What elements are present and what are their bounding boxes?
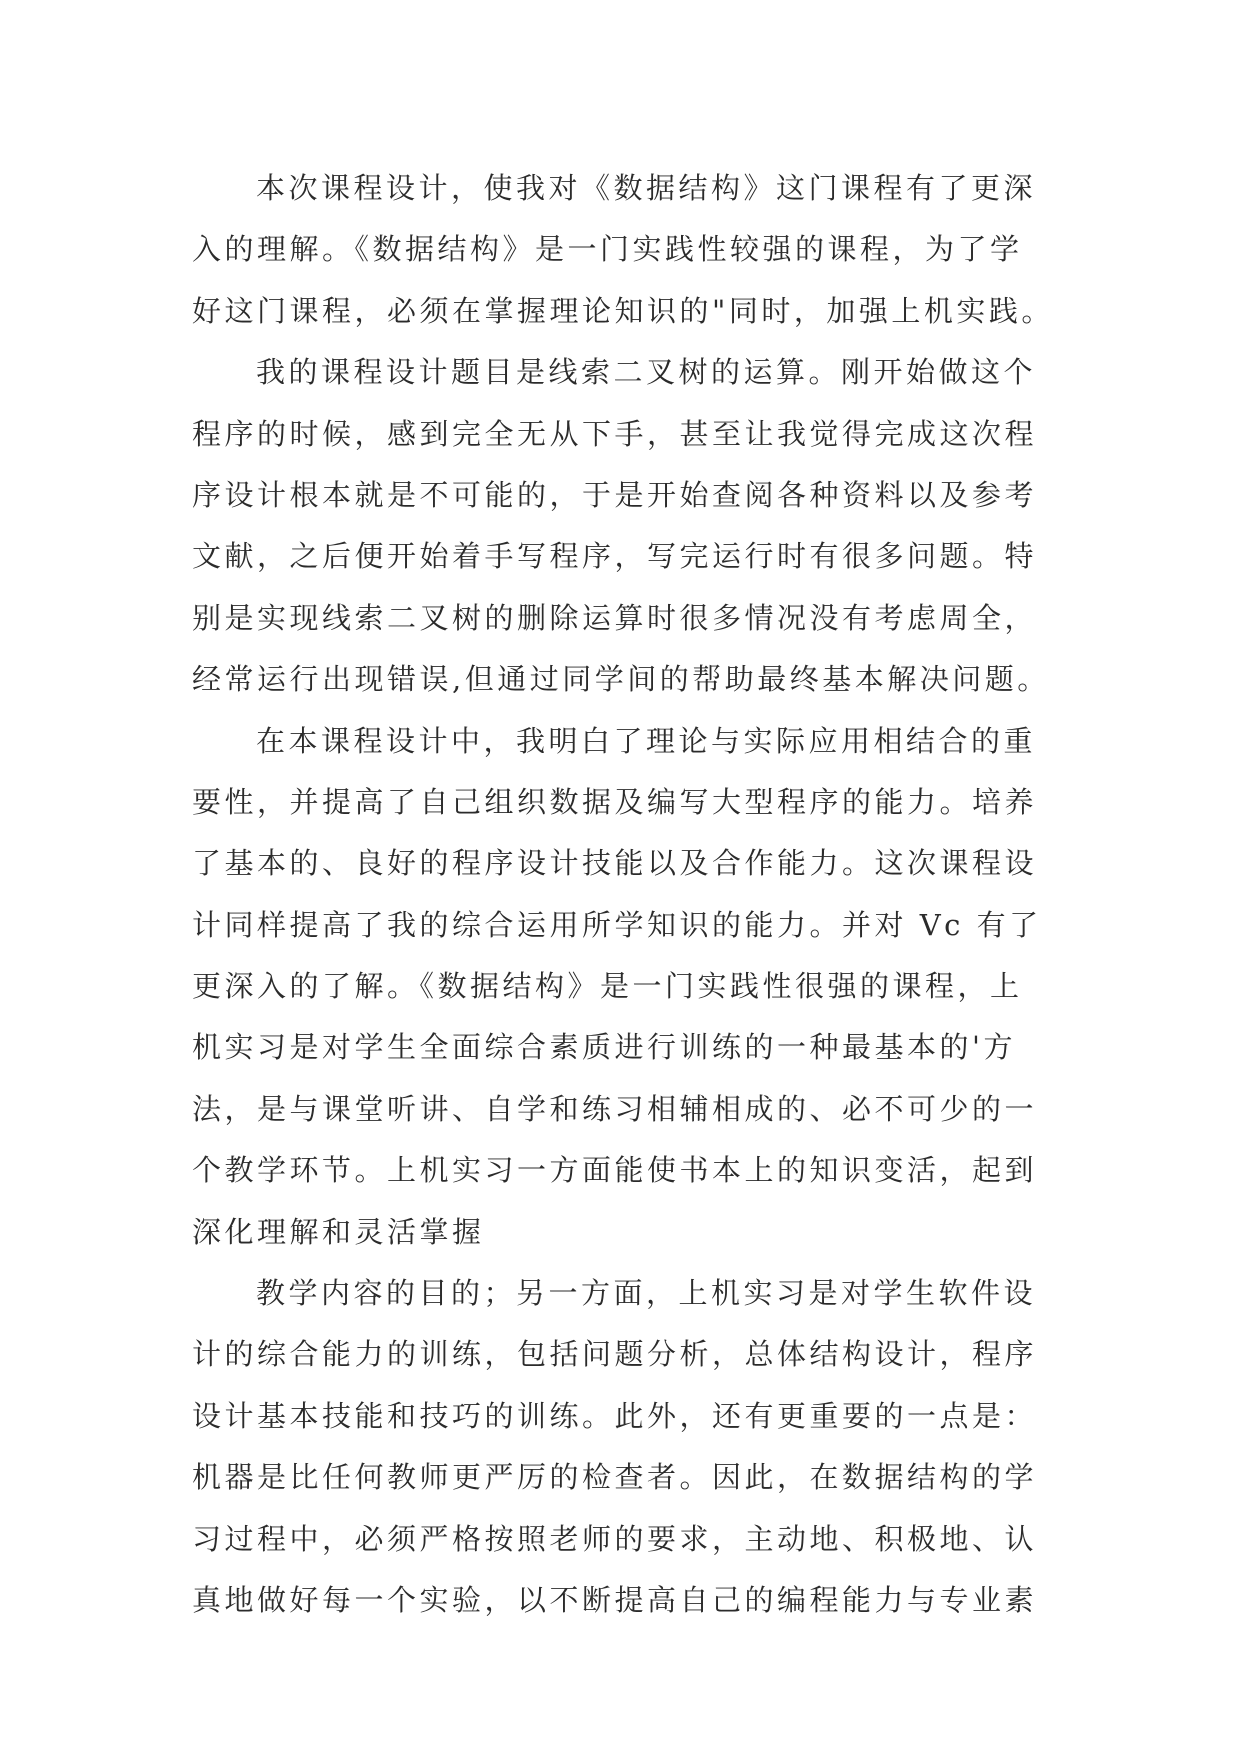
text-line: 教学内容的目的；另一方面，上机实习是对学生软件设	[256, 1276, 1037, 1311]
text-line: 要性，并提高了自己组织数据及编写大型程序的能力。培养	[192, 784, 1038, 819]
text-line: 文献，之后便开始着手写程序，写完运行时有很多问题。特	[192, 539, 1038, 574]
text-line: 了基本的、良好的程序设计技能以及合作能力。这次课程设	[192, 846, 1038, 881]
text-line: 机器是比任何教师更严厉的检查者。因此，在数据结构的学	[192, 1460, 1038, 1495]
text-line: 序设计根本就是不可能的，于是开始查阅各种资料以及参考	[192, 477, 1038, 512]
text-line: 计同样提高了我的综合运用所学知识的能力。并对 Vc 有了	[192, 907, 1042, 942]
text-line: 深化理解和灵活掌握	[192, 1214, 485, 1249]
text-line: 经常运行出现错误,但通过同学间的帮助最终基本解决问题。	[192, 662, 1050, 697]
text-line: 程序的时候，感到完全无从下手，甚至让我觉得完成这次程	[192, 416, 1038, 451]
text-line: 设计基本技能和技巧的训练。此外，还有更重要的一点是：	[192, 1398, 1038, 1433]
text-line: 好这门课程，必须在掌握理论知识的"同时，加强上机实践。	[192, 293, 1054, 328]
paragraph-3	[192, 711, 1072, 1264]
text-line: 习过程中，必须严格按照老师的要求，主动地、积极地、认	[192, 1521, 1038, 1556]
text-line: 本次课程设计，使我对《数据结构》这门课程有了更深	[256, 171, 1037, 205]
text-line: 机实习是对学生全面综合素质进行训练的一种最基本的'方	[192, 1030, 1016, 1065]
paragraph-2	[192, 342, 1072, 710]
paragraph-4	[192, 1263, 1072, 1631]
document-body	[192, 158, 1072, 1631]
text-line: 计的综合能力的训练，包括问题分析，总体结构设计，程序	[192, 1337, 1038, 1372]
text-line: 更深入的了解。《数据结构》是一门实践性很强的课程，上	[192, 969, 1023, 1004]
text-line: 别是实现线索二叉树的删除运算时很多情况没有考虑周全，	[192, 600, 1038, 635]
text-line: 我的课程设计题目是线索二叉树的运算。刚开始做这个	[256, 355, 1037, 390]
text-line: 个教学环节。上机实习一方面能使书本上的知识变活，起到	[192, 1153, 1038, 1188]
text-line: 法，是与课堂听讲、自学和练习相辅相成的、必不可少的一	[192, 1091, 1038, 1126]
text-line: 在本课程设计中，我明白了理论与实际应用相结合的重	[256, 723, 1037, 758]
text-line: 入的理解。《数据结构》是一门实践性较强的课程，为了学	[192, 232, 1023, 267]
paragraph-1	[192, 158, 1072, 342]
text-line: 真地做好每一个实验，以不断提高自己的编程能力与专业素	[192, 1582, 1038, 1617]
